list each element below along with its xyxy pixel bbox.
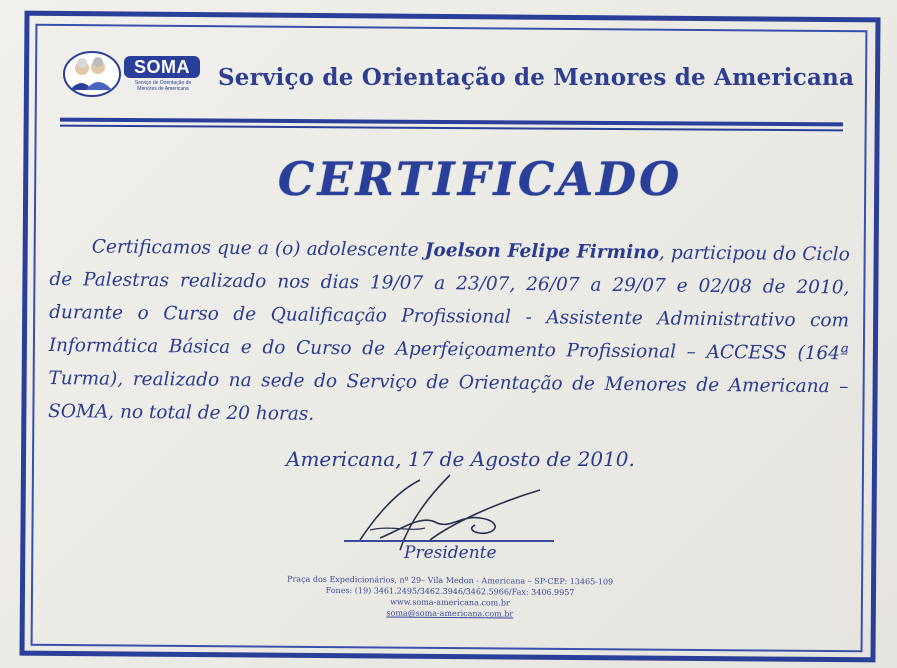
place-date: Americana, 17 de Agosto de 2010. [286,447,635,471]
footer-website: www.soma-americana.com.br [390,597,510,608]
recipient-name: Joelson Felipe Firmino [424,239,660,264]
organization-title: Serviço de Orientação de Menores de Americana [218,64,855,91]
signature-line [344,540,554,542]
logo-wordmark: SOMA [124,56,200,78]
signature-role: Presidente [404,543,497,563]
body-intro: Certificamos que a (o) adolescente [91,236,425,261]
footer-email: soma@soma-americana.com.br [386,608,514,619]
body-details: , participou do Ciclo de Palestras realizado nos dias 19/07 a 23/07, 26/07 a 29/07 e 02/08 de 2010, durante o Curso de Qualificação Profissional - Assistente Administrativo com Informática Básica e do Curso de Aperfeiçoamento Profissional – ACCESS (164ª Turma), realizado na sede do Serviço de Orientação de Menores de Americana – SOMA, no total de 20 horas. [47,242,850,425]
footer-phones: Fones: (19) 3461.2495/3462.3946/3462.5966/Fax: 3406.9957 [325,585,575,598]
footer-contact [230,573,670,621]
certificate-title: CERTIFICADO [277,152,683,206]
logo-subtitle: Serviço de Orientação de Menores de Americana [134,80,192,92]
certificate-body [48,230,850,436]
footer-address: Praça dos Expedicionários, nº 29– Vila Medon - Americana – SP-CEP: 13465-109 [287,574,614,587]
